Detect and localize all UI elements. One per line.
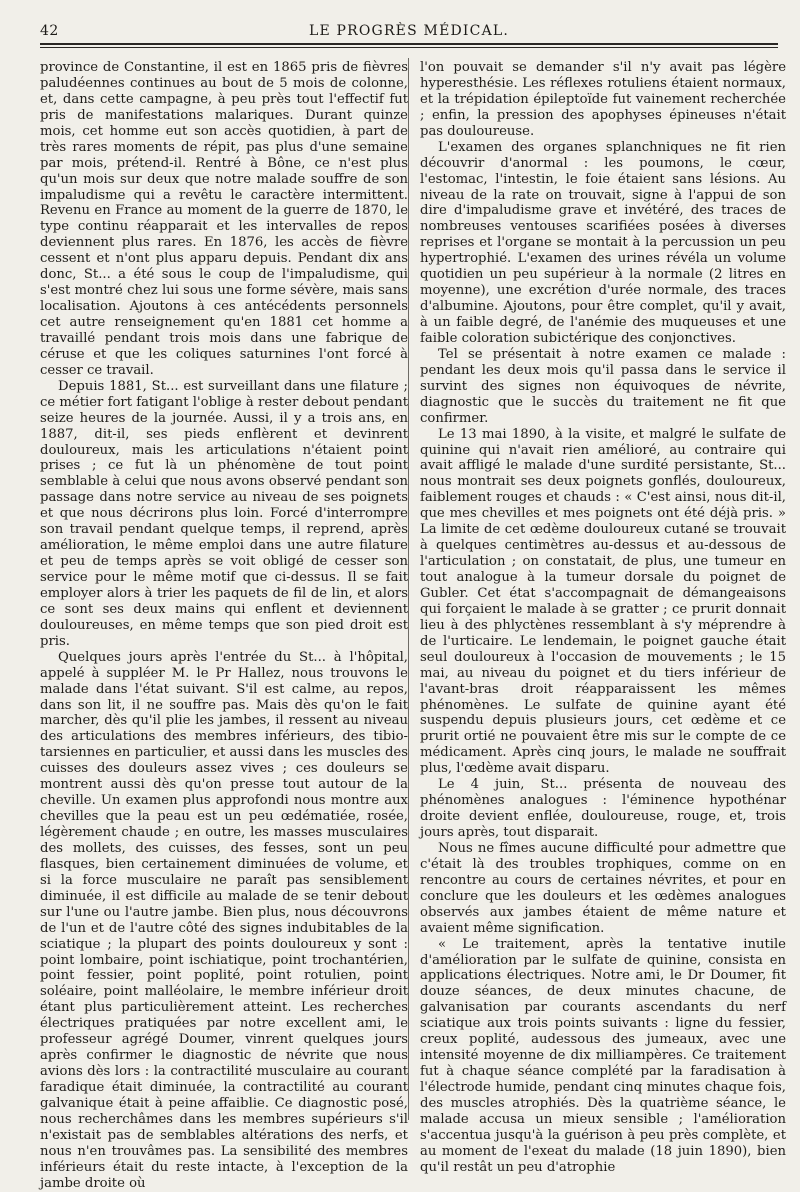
header-rule-thick: [40, 43, 778, 45]
right-column: [420, 60, 786, 1176]
column-divider: [408, 58, 409, 1120]
paragraph: Nous ne fîmes aucune difficulté pour admettre que c'était là des troubles trophiques, comme on en rencontre au cours de certaines névrites, et pour en conclure que les douleurs et les œdèmes analogues observés aux jambes étaient de même nature et avaient même signification.: [420, 840, 786, 936]
page-header: [40, 20, 778, 44]
page-number: 42: [40, 23, 59, 39]
header-rule-thin: [40, 47, 778, 48]
paragraph: Tel se présentait à notre examen ce malade : pendant les deux mois qu'il passa dans le service il survint des signes non équivoques de névrite, diagnostic que le succès du traitement ne fit que confirmer.: [420, 346, 786, 426]
paragraph: « Le traitement, après la tentative inutile d'amélioration par le sulfate de quinine, consista en applications électriques. Notre ami, le Dr Doumer, fit douze séances, de deux minutes chacune, de galvanisation par courants ascendants du nerf sciatique aux trois points suivants : ligne du fessier, creux poplité, audessous des jumeaux, avec une intensité moyenne de dix milliampères. Ce traitement fut à chaque séance complété par la faradisation à l'électrode humide, pendant cinq minutes chaque fois, des muscles atrophiés. Dès la quatrième séance, le malade accusa un mieux sensible ; l'amélioration s'accentua jusqu'à la guérison à peu près complète, et au moment de l'exeat du malade (18 juin 1890), bien qu'il restât un peu d'atrophie: [420, 936, 786, 1175]
paragraph: province de Constantine, il est en 1865 pris de fièvres paludéennes continues au bout de 5 mois de colonne, et, dans cette campagne, à peu près tout l'effectif fut pris de manifestations malariques. Durant quinze mois, cet homme eut son accès quotidien, à part de très rares moments de répit, pas plus d'une semaine par mois, prétend-il. Rentré à Bône, ce n'est plus qu'un mois sur deux que notre malade souffre de son impaludisme qui a revêtu le caractère intermittent. Revenu en France au moment de la guerre de 1870, le type continu réapparait et les intervalles de repos deviennent plus rares. En 1876, les accès de fièvre cessent et n'ont plus apparu depuis. Pendant dix ans donc, St... a été sous le coup de l'impaludisme, qui s'est montré chez lui sous une forme sévère, mais sans localisation. Ajoutons à ces antécédents personnels cet autre renseignement qu'en 1881 cet homme a travaillé pendant trois mois dans une fabrique de céruse et que les coliques saturnines l'ont forcé à cesser ce travail.: [40, 60, 408, 378]
left-column: [40, 60, 408, 1192]
journal-title: LE PROGRÈS MÉDICAL.: [308, 23, 510, 39]
paragraph: Depuis 1881, St... est surveillant dans une filature ; ce métier fort fatigant l'oblige à rester debout pendant seize heures de la journée. Aussi, il y a trois ans, en 1887, dit-il, ses pieds enflèrent et devinrent douloureux, mais les articulations n'étaient point prises ; ce fut là un phénomène de tout point semblable à celui que nous avons observé pendant son passage dans notre service au niveau de ses poignets et que nous décrirons plus loin. Forcé d'interrompre son travail pendant quelque temps, il reprend, après amélioration, le même emploi dans une autre filature et peu de temps après se voit obligé de cesser son service pour le même motif que ci-dessus. Il se fait employer alors à trier les paquets de fil de lin, et alors ce sont ses deux mains qui enflent et deviennent douloureuses, en même temps que son pied droit est pris.: [40, 378, 408, 649]
paragraph: L'examen des organes splanchniques ne fit rien découvrir d'anormal : les poumons, le cœur, l'estomac, l'intestin, le foie étaient sans lésions. Au niveau de la rate on trouvait, signe à l'appui de son dire d'impaludisme grave et invétéré, des traces de nombreuses ventouses scarifiées posées à diverses reprises et l'organe se montait à la percussion un peu hypertrophié. L'examen des urines révéla un volume quotidien un peu supérieur à la normale (2 litres en moyenne), une excrétion d'urée normale, des traces d'albumine. Ajoutons, pour être complet, qu'il y avait, à un faible degré, de l'anémie des muqueuses et une faible coloration subictérique des conjonctives.: [420, 139, 786, 346]
paragraph: Le 13 mai 1890, à la visite, et malgré le sulfate de quinine qui n'avait rien amélioré, au contraire qui avait affligé le malade d'une surdité persistante, St... nous montrait ses deux poignets gonflés, douloureux, faiblement rouges et chauds : « C'est ainsi, nous dit-il, que mes chevilles et mes poignets ont été déjà pris. » La limite de cet œdème douloureux cutané se trouvait à quelques centimètres au-dessus et au-dessous de l'articulation ; on constatait, de plus, une tumeur en tout analogue à la tumeur dorsale du poignet de Gubler. Cet état s'accompagnait de démangeaisons qui forçaient le malade à se gratter ; ce prurit donnait lieu à des phlyctènes ressemblant à s'y méprendre à de l'urticaire. Le lendemain, le poignet gauche était seul douloureux à l'occasion de mouvements ; le 15 mai, au niveau du poignet et du tiers inférieur de l'avant-bras droit réapparaissent les mêmes phénomènes. Le sulfate de quinine ayant été suspendu depuis plusieurs jours, cet œdème et ce prurit ortié ne pouvaient être mis sur le compte de ce médicament. Après cinq jours, le malade ne souffrait plus, l'œdème avait disparu.: [420, 426, 786, 777]
paragraph: l'on pouvait se demander s'il n'y avait pas légère hyperesthésie. Les réflexes rotuliens étaient normaux, et la trépidation épileptoïde fut vainement recherchée ; enfin, la pression des apophyses épineuses n'était pas douloureuse.: [420, 60, 786, 139]
paragraph: Le 4 juin, St... présenta de nouveau des phénomènes analogues : l'éminence hypothénar droite devient enflée, douloureuse, rouge, et, trois jours après, tout disparait.: [420, 777, 786, 840]
paragraph: Quelques jours après l'entrée du St... à l'hôpital, appelé à suppléer M. le Pr Hallez, nous trouvons le malade dans l'état suivant. S'il est calme, au repos, dans son lit, il ne souffre pas. Mais dès qu'on le fait marcher, dès qu'il plie les jambes, il ressent au niveau des articulations des membres inférieurs, des tibio-tarsiennes en particulier, et aussi dans les muscles des cuisses des douleurs assez vives ; ces douleurs se montrent aussi dès qu'on presse tout autour de la cheville. Un examen plus approfondi nous montre aux chevilles que la peau est un peu œdématiée, rosée, légèrement chaude ; en outre, les masses musculaires des mollets, des cuisses, des fesses, sont un peu flasques, bien certainement diminuées de volume, et si la force musculaire ne paraît pas sensiblement diminuée, il est difficile au malade de se tenir debout sur l'une ou l'autre jambe. Bien plus, nous découvrons de l'un et de l'autre côté des signes indubitables de la sciatique ; la plupart des points douloureux y sont : point lombaire, point ischiatique, point trochantérien, point fessier, point poplité, point rotulien, point soléaire, point malléolaire, le membre inférieur droit étant plus particulièrement atteint. Les recherches électriques pratiquées par notre excellent ami, le professeur agrégé Doumer, vinrent quelques jours après confirmer le diagnostic de névrite que nous avions dès lors : la contractilité musculaire au courant faradique était diminuée, la contractilité au courant galvanique était à peine affaiblie. Ce diagnostic posé, nous recherchâmes dans les membres supérieurs s'il n'existait pas de semblables altérations des nerfs, et nous n'en trouvâmes pas. La sensibilité des membres inférieurs était du reste intacte, à l'exception de la jambe droite où: [40, 649, 408, 1191]
